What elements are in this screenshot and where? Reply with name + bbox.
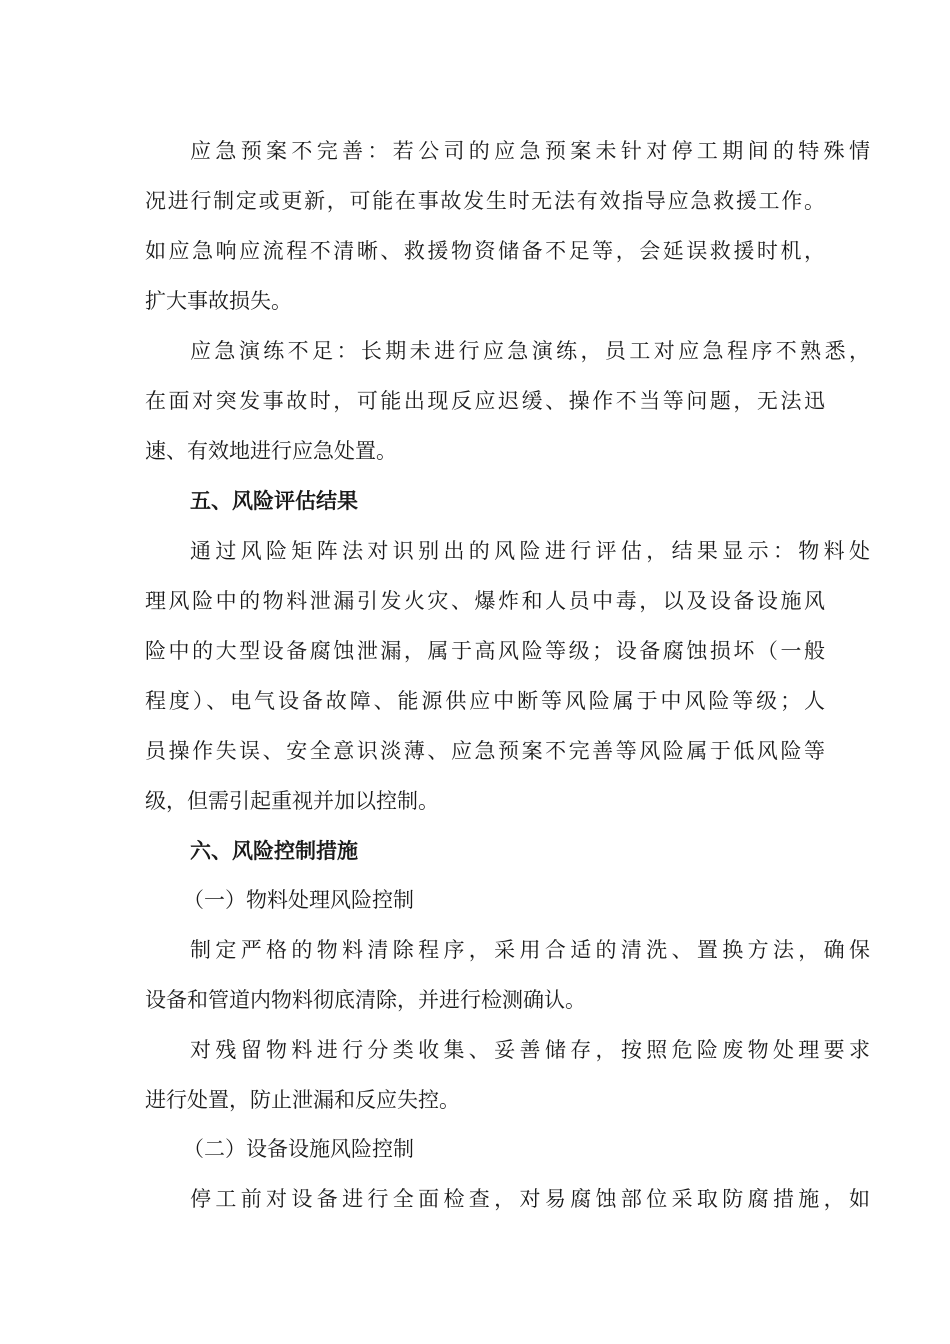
paragraph-line: 员操作失误、安全意识淡薄、应急预案不完善等风险属于低风险等 bbox=[145, 739, 825, 763]
paragraph-line: 设备和管道内物料彻底清除，并进行检测确认。 bbox=[145, 988, 586, 1012]
paragraph-line: 停工前对设备进行全面检查，对易腐蚀部位采取防腐措施，如 bbox=[190, 1187, 870, 1211]
subsection-heading: （一）物料处理风险控制 bbox=[183, 888, 414, 912]
section-heading: 五、风险评估结果 bbox=[190, 489, 358, 513]
paragraph-line: 应急预案不完善：若公司的应急预案未针对停工期间的特殊情 bbox=[190, 139, 870, 163]
paragraph-line: 险中的大型设备腐蚀泄漏，属于高风险等级；设备腐蚀损坏（一般 bbox=[145, 639, 825, 663]
subsection-heading: （二）设备设施风险控制 bbox=[183, 1137, 414, 1161]
paragraph-line: 理风险中的物料泄漏引发火灾、爆炸和人员中毒，以及设备设施风 bbox=[145, 589, 825, 613]
paragraph-line: 程度）、电气设备故障、能源供应中断等风险属于中风险等级；人 bbox=[145, 689, 825, 713]
section-heading: 六、风险控制措施 bbox=[190, 839, 358, 863]
paragraph-line: 速、有效地进行应急处置。 bbox=[145, 439, 397, 463]
paragraph-line: 应急演练不足：长期未进行应急演练，员工对应急程序不熟悉， bbox=[190, 339, 870, 363]
paragraph-line: 扩大事故损失。 bbox=[145, 289, 292, 313]
paragraph-line: 制定严格的物料清除程序，采用合适的清洗、置换方法，确保 bbox=[190, 938, 870, 962]
paragraph-line: 通过风险矩阵法对识别出的风险进行评估，结果显示：物料处 bbox=[190, 539, 870, 563]
paragraph-line: 级，但需引起重视并加以控制。 bbox=[145, 789, 439, 813]
paragraph-line: 对残留物料进行分类收集、妥善储存，按照危险废物处理要求 bbox=[190, 1038, 870, 1062]
paragraph-line: 况进行制定或更新，可能在事故发生时无法有效指导应急救援工作。 bbox=[145, 189, 825, 213]
paragraph-line: 如应急响应流程不清晰、救援物资储备不足等，会延误救援时机， bbox=[145, 239, 825, 263]
paragraph-line: 在面对突发事故时，可能出现反应迟缓、操作不当等问题，无法迅 bbox=[145, 389, 825, 413]
paragraph-line: 进行处置，防止泄漏和反应失控。 bbox=[145, 1088, 460, 1112]
